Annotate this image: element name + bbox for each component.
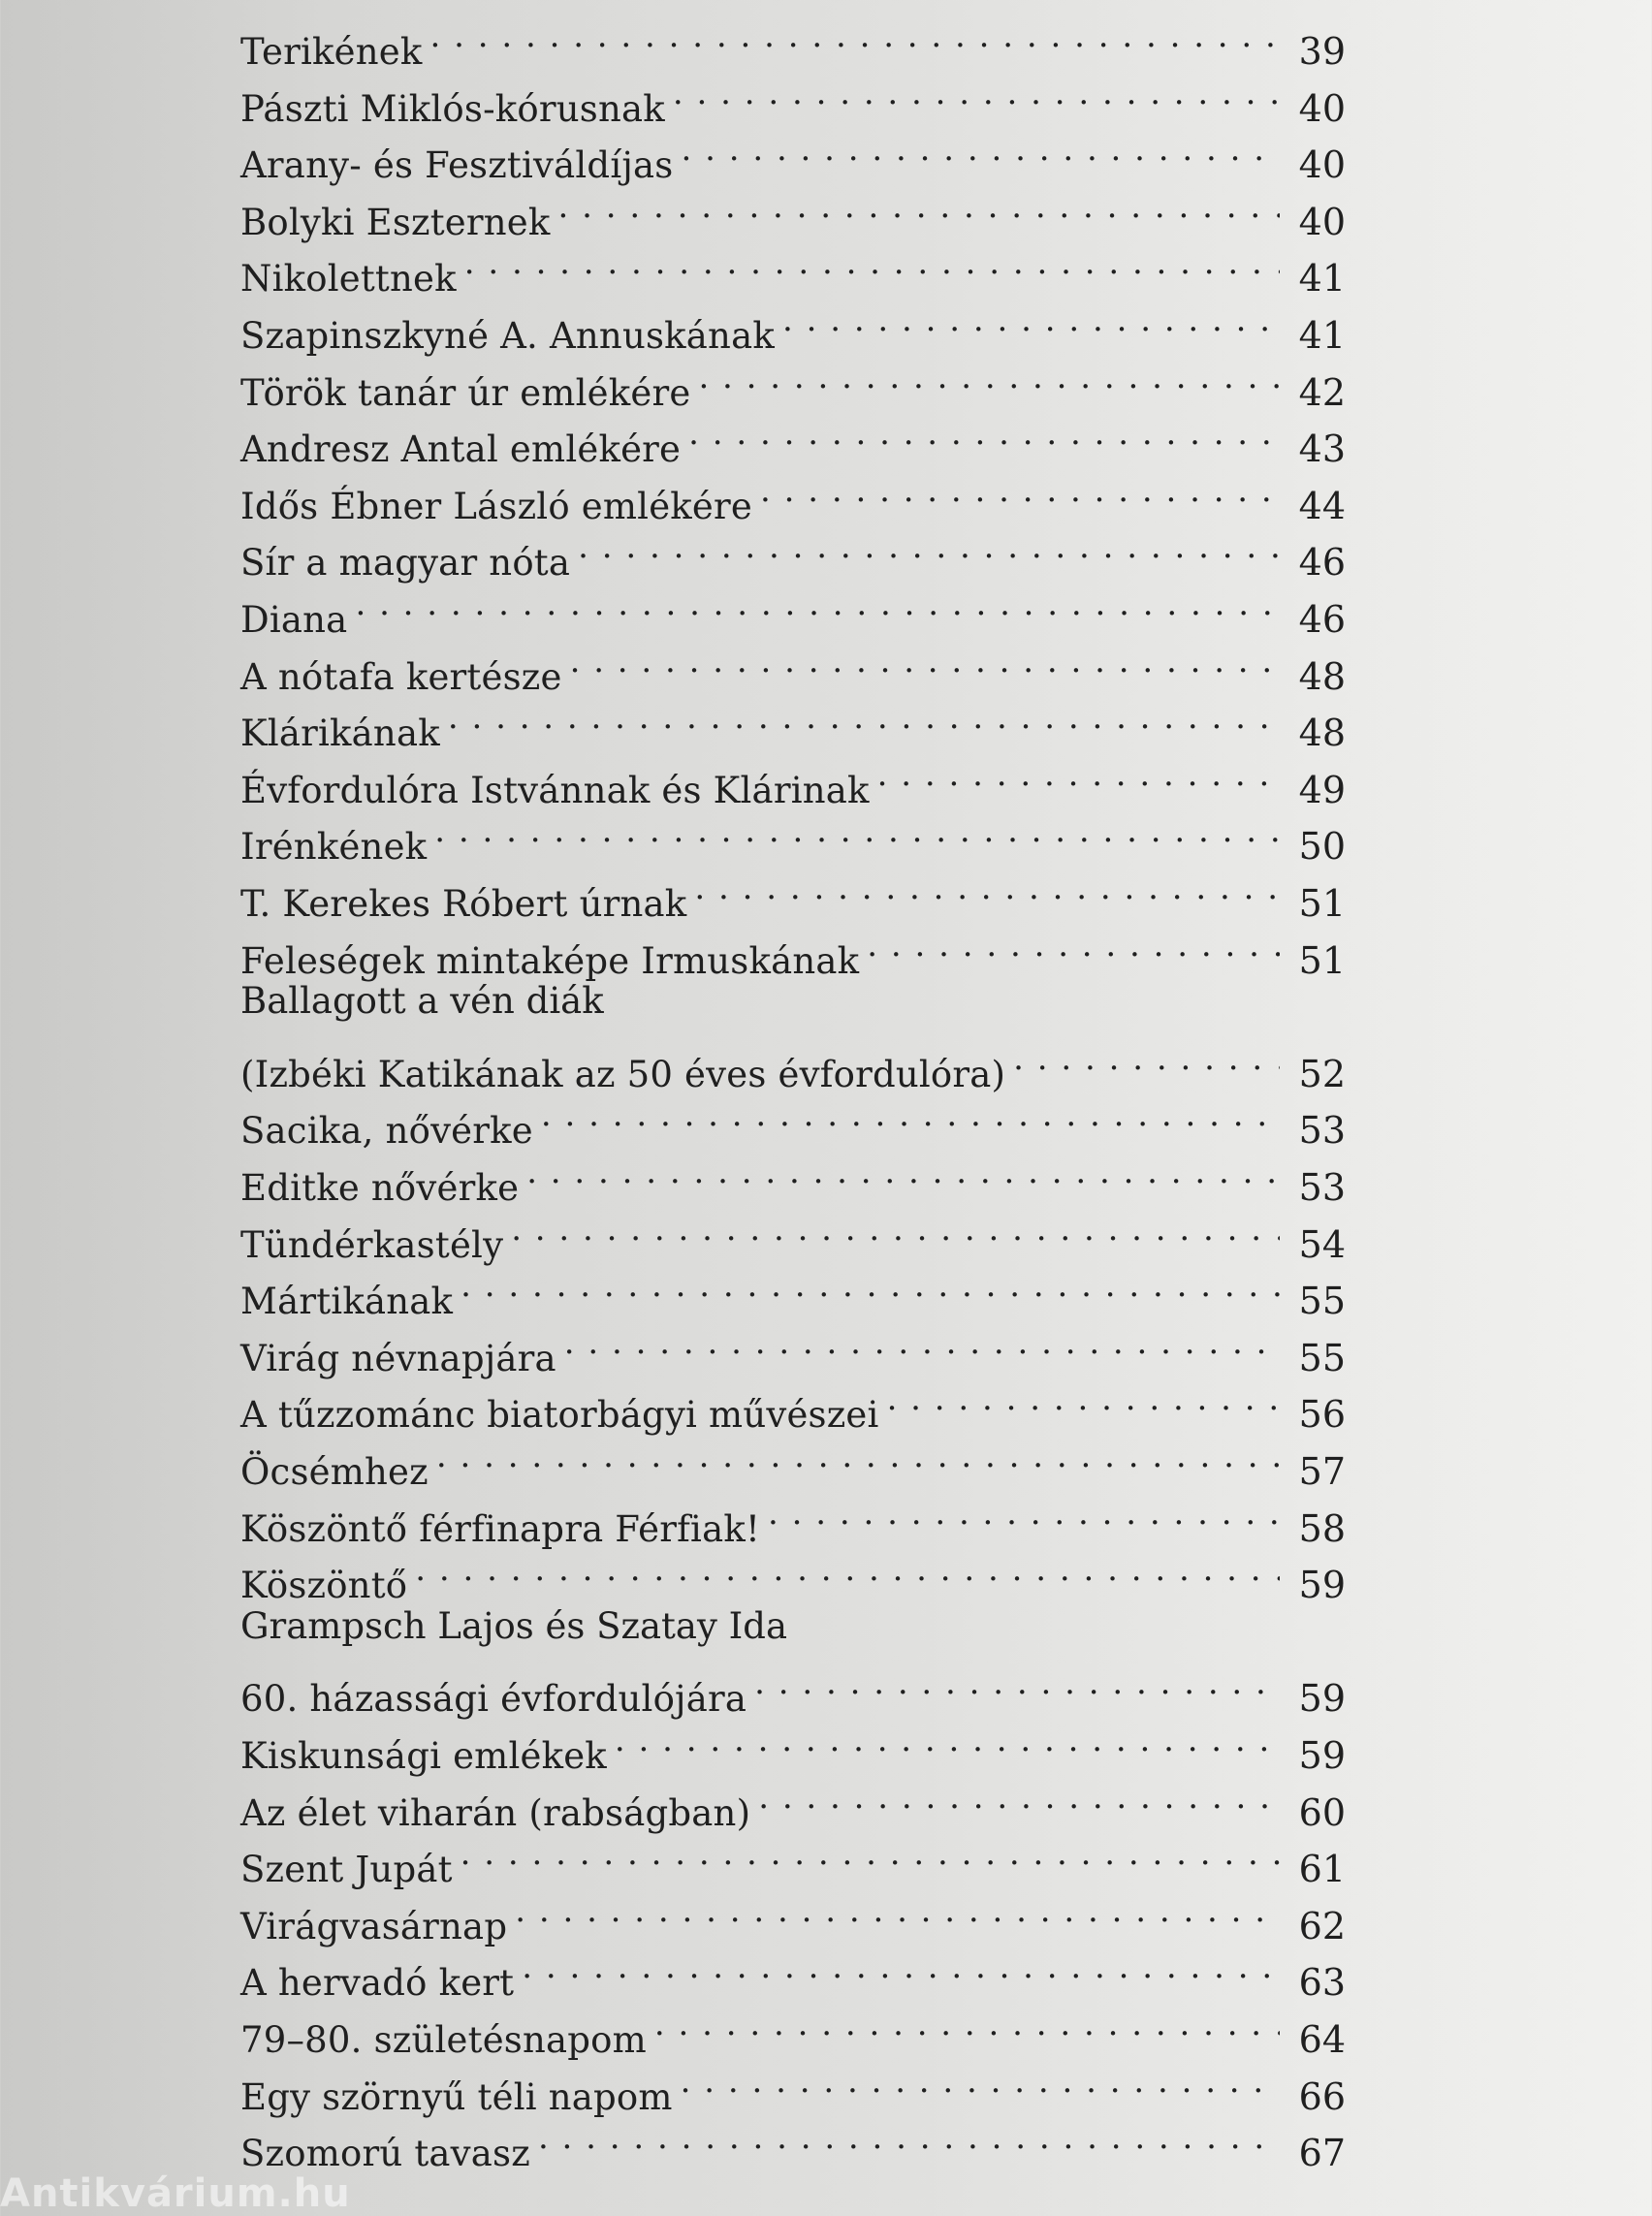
- dot-leader: [758, 1769, 1280, 1825]
- toc-page-number: 50: [1298, 825, 1346, 869]
- toc-entry-title: A nótafa kertésze: [240, 655, 562, 698]
- toc-entry: [240, 1087, 1346, 1153]
- toc-entry-row: [240, 2053, 1346, 2118]
- dot-leader: [461, 1257, 1280, 1314]
- toc-entry: [240, 1428, 1346, 1493]
- toc-entry: [240, 1144, 1346, 1209]
- dot-leader: [515, 1883, 1280, 1939]
- toc-entry: [240, 860, 1346, 925]
- toc-entry-title: Ballagott a vén diák: [240, 980, 604, 1023]
- toc-entry-title: Virágvasárnap: [240, 1905, 508, 1947]
- toc-entry-title: Kiskunsági emlékek: [240, 1735, 607, 1777]
- toc-entry-title: Klárikának: [240, 712, 440, 755]
- toc-entry: [240, 121, 1346, 187]
- toc-entry-title: Andresz Antal emlékére: [240, 428, 682, 471]
- toc-page-number: 51: [1298, 882, 1346, 925]
- toc-entry-title: Öcsémhez: [240, 1451, 429, 1493]
- toc-entry-row: [240, 860, 1346, 925]
- toc-entry: [240, 1599, 1346, 1721]
- dot-leader: [698, 349, 1280, 405]
- toc-entry: [240, 292, 1346, 357]
- dot-leader: [754, 1655, 1280, 1711]
- dot-leader: [768, 1485, 1280, 1541]
- toc-page-number: 58: [1298, 1506, 1346, 1550]
- toc-page-number: 53: [1298, 1166, 1346, 1209]
- toc-entry-row: [240, 917, 1346, 982]
- dot-leader: [887, 1371, 1280, 1427]
- toc-entry-title: Irénkének: [240, 826, 428, 869]
- toc-entry-row: [240, 1883, 1346, 1947]
- toc-entry-subtitle: (Izbéki Katikának az 50 éves évfordulóra): [240, 1053, 1006, 1095]
- toc-entry-title: Az élet viharán (rabságban): [240, 1791, 751, 1834]
- toc-entry-title: Pászti Miklós-kórusnak: [240, 87, 665, 130]
- toc-entry-row: [240, 746, 1346, 811]
- toc-page-number: 52: [1298, 1052, 1346, 1095]
- toc-entry-title: Szomorú tavasz: [240, 2133, 530, 2175]
- toc-entry-row: [240, 235, 1346, 301]
- toc-entry-title: 79–80. születésnapom: [240, 2019, 647, 2061]
- toc-entry: [240, 2053, 1346, 2118]
- toc-entry-row: [240, 2109, 1346, 2175]
- toc-entry: [240, 1485, 1346, 1550]
- dot-leader: [570, 633, 1280, 689]
- dot-leader: [541, 1087, 1280, 1143]
- toc-entry-title: Sír a magyar nóta: [240, 542, 571, 585]
- toc-entry: [240, 178, 1346, 243]
- toc-entry: [240, 803, 1346, 869]
- toc-page-number: 46: [1298, 598, 1346, 641]
- toc-entry-row: [240, 1541, 1346, 1607]
- toc-page-number: 43: [1298, 427, 1346, 471]
- toc-entry: [240, 1712, 1346, 1777]
- toc-entry-title: Virág névnapjára: [240, 1337, 556, 1379]
- dot-leader: [436, 1428, 1280, 1484]
- dot-leader: [877, 746, 1280, 803]
- toc-entry-title: Köszöntő férfinapra Férfiak!: [240, 1507, 761, 1550]
- toc-entry-title: A hervadó kert: [240, 1962, 515, 2005]
- toc-entry: [240, 1201, 1346, 1266]
- toc-entry: [240, 462, 1346, 527]
- toc-page-number: 53: [1298, 1109, 1346, 1153]
- toc-page-number: 41: [1298, 314, 1346, 357]
- toc-entry-row: [240, 1371, 1346, 1437]
- toc-entry-row: [240, 462, 1346, 527]
- toc-page-number: 39: [1298, 30, 1346, 73]
- toc-entry: [240, 235, 1346, 301]
- toc-entry-title: Sacika, nővérke: [240, 1110, 533, 1153]
- toc-entry: [240, 1883, 1346, 1947]
- toc-entry-title: Szent Jupát: [240, 1849, 453, 1891]
- dot-leader: [681, 2053, 1280, 2109]
- toc-page-number: 40: [1298, 86, 1346, 130]
- toc-entry-row: [240, 1314, 1346, 1379]
- toc-entry-row: [240, 1769, 1346, 1834]
- toc-entry-row: [240, 1257, 1346, 1323]
- toc-page-number: 60: [1298, 1790, 1346, 1834]
- dot-leader: [526, 1144, 1280, 1200]
- toc-entry-row: [240, 689, 1346, 755]
- dot-leader: [355, 576, 1280, 632]
- dot-leader: [461, 1825, 1280, 1882]
- toc-entry: [240, 349, 1346, 414]
- toc-page-number: 48: [1298, 654, 1346, 698]
- dot-leader: [681, 121, 1280, 177]
- dot-leader: [564, 1314, 1280, 1371]
- watermark: Antikvárium.hu: [0, 2171, 351, 2216]
- dot-leader: [538, 2109, 1280, 2166]
- toc-entry: [240, 8, 1346, 73]
- toc-entry-title: Tündérkastély: [240, 1223, 504, 1266]
- toc-entry-title: Nikolettnek: [240, 258, 457, 301]
- dot-leader: [688, 405, 1280, 461]
- toc-entry-title: Feleségek mintaképe Irmuskának: [240, 939, 860, 982]
- toc-page-number: 48: [1298, 712, 1346, 755]
- toc-entry-title: Évfordulóra Istvánnak és Klárinak: [240, 769, 870, 811]
- toc-entry: [240, 1257, 1346, 1323]
- toc-entry: [240, 689, 1346, 755]
- toc-page-number: 55: [1298, 1280, 1346, 1323]
- dot-leader: [1013, 1030, 1280, 1087]
- toc-page-number: 63: [1298, 1961, 1346, 2005]
- toc-entry-row: [240, 1996, 1346, 2061]
- dot-leader: [694, 860, 1280, 916]
- toc-entry: [240, 746, 1346, 811]
- dot-leader: [511, 1201, 1280, 1257]
- dot-leader: [464, 235, 1280, 291]
- dot-leader: [522, 1939, 1280, 1995]
- toc-entry-title: Grampsch Lajos és Szatay Ida: [240, 1604, 787, 1647]
- toc-entry-row: [240, 1712, 1346, 1777]
- toc-page-number: 55: [1298, 1336, 1346, 1379]
- toc-entry-row: [240, 405, 1346, 471]
- toc-page-number: 44: [1298, 484, 1346, 527]
- toc-entry-title: Terikének: [240, 31, 423, 73]
- toc-entry: [240, 65, 1346, 130]
- toc-page-number: 51: [1298, 938, 1346, 982]
- toc-page-number: 40: [1298, 200, 1346, 243]
- dot-leader: [415, 1541, 1280, 1598]
- toc-entry: [240, 1314, 1346, 1379]
- toc-page-number: 57: [1298, 1450, 1346, 1493]
- toc-page-number: 64: [1298, 2018, 1346, 2061]
- toc-entry-row: [240, 1428, 1346, 1493]
- toc-entry-row: [240, 633, 1346, 698]
- toc-page-number: 54: [1298, 1222, 1346, 1266]
- toc-entry: [240, 917, 1346, 982]
- toc-page-number: 56: [1298, 1393, 1346, 1437]
- toc-entry-row: [240, 1655, 1346, 1721]
- dot-leader: [673, 65, 1280, 121]
- toc-page-number: 59: [1298, 1677, 1346, 1721]
- dot-leader: [430, 8, 1281, 64]
- toc-entry-row: [240, 292, 1346, 357]
- toc-entry: [240, 1541, 1346, 1607]
- dot-leader: [760, 462, 1280, 519]
- toc-entry-row: [240, 1201, 1346, 1266]
- toc-entry: [240, 973, 1346, 1095]
- toc-entry: [240, 2109, 1346, 2175]
- toc-entry-subtitle: 60. házassági évfordulójára: [240, 1678, 747, 1721]
- toc-page-number: 59: [1298, 1564, 1346, 1607]
- toc-entry-row: [240, 576, 1346, 641]
- toc-entry-title: Diana: [240, 599, 348, 641]
- toc-entry-row: [240, 121, 1346, 187]
- toc-entry: [240, 519, 1346, 585]
- dot-leader: [448, 689, 1280, 745]
- toc-entry-row: [240, 178, 1346, 243]
- toc-page-number: 49: [1298, 768, 1346, 811]
- toc-entry-row: [240, 65, 1346, 130]
- toc-entry-row: [240, 349, 1346, 414]
- toc-entry: [240, 1996, 1346, 2061]
- dot-leader: [558, 178, 1280, 235]
- toc-page-number: 42: [1298, 370, 1346, 414]
- toc-entry: [240, 576, 1346, 641]
- toc-entry-row: [240, 1144, 1346, 1209]
- toc-entry-row: [240, 519, 1346, 585]
- toc-entry: [240, 1825, 1346, 1891]
- toc-entry-title: Egy szörnyű téli napom: [240, 2075, 673, 2118]
- toc-page-number: 67: [1298, 2132, 1346, 2175]
- toc-entry: [240, 1371, 1346, 1437]
- toc-page-number: 46: [1298, 541, 1346, 585]
- toc-entry-title: Bolyki Eszternek: [240, 201, 551, 243]
- toc-entry-title: Arany- és Fesztiváldíjas: [240, 144, 674, 187]
- toc-entry-row: [240, 8, 1346, 73]
- toc-entry-row: [240, 1030, 1346, 1095]
- toc-entry-row: [240, 1485, 1346, 1550]
- dot-leader: [654, 1996, 1280, 2052]
- toc-entry: [240, 633, 1346, 698]
- toc-entry-row: [240, 1825, 1346, 1891]
- dot-leader: [615, 1712, 1280, 1768]
- toc-entry-title: Szapinszkyné A. Annuskának: [240, 315, 775, 357]
- toc-entry-title: Köszöntő: [240, 1565, 408, 1607]
- toc-entry-title: A tűzzománc biatorbágyi művészei: [240, 1394, 879, 1437]
- toc-page-number: 59: [1298, 1734, 1346, 1777]
- toc-entry: [240, 1939, 1346, 2005]
- toc-entry-row: [240, 803, 1346, 869]
- toc-entry: [240, 405, 1346, 471]
- toc-entry-title: Török tanár úr emlékére: [240, 371, 691, 414]
- toc-entry-title: Idős Ébner László emlékére: [240, 485, 752, 527]
- dot-leader: [578, 519, 1280, 575]
- toc-entry: [240, 1769, 1346, 1834]
- toc-entry-row: [240, 1087, 1346, 1153]
- toc-entry-title: Editke nővérke: [240, 1167, 520, 1209]
- toc-page-number: 66: [1298, 2074, 1346, 2118]
- toc-page-number: 62: [1298, 1904, 1346, 1947]
- toc-entry-title: T. Kerekes Róbert úrnak: [240, 883, 687, 925]
- toc-page-number: 61: [1298, 1848, 1346, 1891]
- dot-leader: [867, 917, 1280, 973]
- toc-page-number: 41: [1298, 257, 1346, 301]
- toc-entry-title: Mártikának: [240, 1281, 454, 1323]
- toc-entry-row: [240, 1939, 1346, 2005]
- toc-page-number: 40: [1298, 143, 1346, 187]
- dot-leader: [434, 803, 1280, 859]
- dot-leader: [782, 292, 1280, 348]
